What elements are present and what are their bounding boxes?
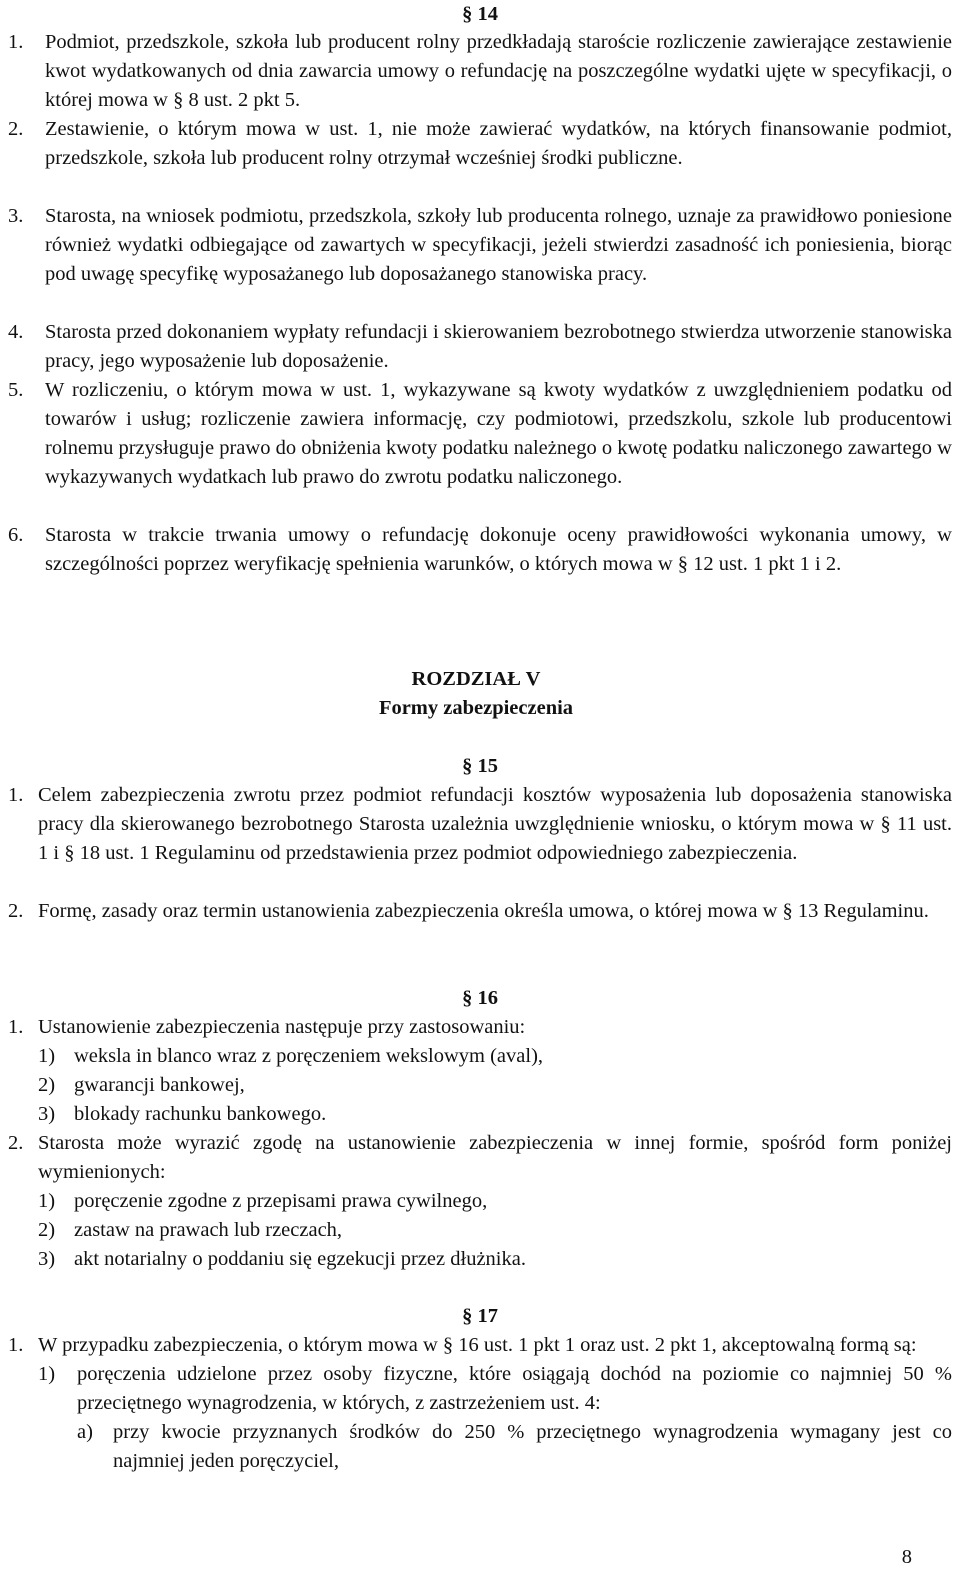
item-text: blokady rachunku bankowego. (74, 1103, 327, 1125)
para-number: 1. (8, 1334, 24, 1356)
item-number: 1) (38, 1045, 56, 1067)
s14-para-4 (8, 318, 952, 376)
list-item (38, 1187, 952, 1216)
para-text: Starosta może wyrazić zgodę na ustanowienie zabezpieczenia w innej formie, spośród form poniżej wymienionych: (38, 1132, 952, 1183)
s16-para-1 (8, 1013, 952, 1129)
list-item (38, 1360, 952, 1418)
item-text: poręczenie zgodne z przepisami prawa cywilnego, (74, 1190, 488, 1212)
item-text: weksla in blanco wraz z poręczeniem wekslowym (aval), (74, 1045, 544, 1067)
s14-para-1 (8, 28, 952, 115)
para-text: Starosta w trakcie trwania umowy o refundację dokonuje oceny prawidłowości wykonania umowy, w szczególności poprzez weryfikację spełnienia warunków, o których mowa w § 12 ust. 1 pkt 1 i 2. (45, 524, 952, 575)
s14-para-5 (8, 376, 952, 492)
s14-para-6 (8, 521, 952, 579)
para-text: Starosta, na wniosek podmiotu, przedszkola, szkoły lub producenta rolnego, uznaje za prawidłowo poniesione również wydatki odbiegające od zawartych w specyfikacji, jeżeli stwierdzi zasadność ich poniesienia, biorąc pod uwagę specyfikę wyposażanego lub doposażanego stanowiska pracy. (45, 205, 952, 285)
list-item (38, 1245, 952, 1274)
list-item (38, 1042, 952, 1071)
para-text: W przypadku zabezpieczenia, o którym mowa w § 16 ust. 1 pkt 1 oraz ust. 2 pkt 1, akceptowalną formą są: (38, 1334, 917, 1356)
section-16-heading: § 16 (462, 987, 498, 1009)
item-number: 3) (38, 1103, 56, 1125)
para-number: 3. (8, 205, 24, 227)
para-text: Formę, zasady oraz termin ustanowienia zabezpieczenia określa umowa, o której mowa w § 13 Regulaminu. (38, 900, 929, 922)
section-15-heading: § 15 (462, 755, 498, 777)
item-text: zastaw na prawach lub rzeczach, (74, 1219, 343, 1241)
item-number: 1) (38, 1190, 56, 1212)
chapter-number: ROZDZIAŁ V (411, 668, 541, 690)
sub-item-letter: a) (77, 1421, 93, 1443)
para-text: Zestawienie, o którym mowa w ust. 1, nie może zawierać wydatków, na których finansowanie podmiot, przedszkole, szkoła lub producent rolny otrzymał wcześniej środki publiczne. (45, 118, 952, 169)
sub-list-item (77, 1418, 952, 1476)
s16-para-2 (8, 1129, 952, 1274)
list-item (38, 1100, 952, 1129)
item-number: 3) (38, 1248, 56, 1270)
list-item (38, 1216, 952, 1245)
para-number: 2. (8, 900, 24, 922)
s14-para-3 (8, 202, 952, 289)
chapter-title: Formy zabezpieczenia (378, 697, 574, 719)
para-number: 5. (8, 379, 24, 401)
para-number: 1. (8, 31, 24, 53)
item-number: 1) (38, 1363, 56, 1385)
para-text: Celem zabezpieczenia zwrotu przez podmiot refundacji kosztów wyposażenia lub doposażenia stanowiska pracy dla skierowanego bezrobotnego Starosta uzależnia uwzględnienie wniosku, o którym mowa w § 11 ust. 1 i § 18 ust. 1 Regulaminu od przedstawienia przez podmiot odpowiedniego zabezpieczenia. (38, 784, 952, 864)
sub-item-text: przy kwocie przyznanych środków do 250 % przeciętnego wynagrodzenia wymagany jest co najmniej jeden poręczyciel, (113, 1421, 952, 1472)
para-text: Podmiot, przedszkole, szkoła lub producent rolny przedkładają staroście rozliczenie zawierające zestawienie kwot wydatkowanych od dnia zawarcia umowy o refundację na poszczególne wydatki ujęte w specyfikacji, o której mowa w § 8 ust. 2 pkt 5. (45, 31, 952, 111)
para-number: 4. (8, 321, 24, 343)
s17-para-1 (8, 1331, 952, 1476)
para-number: 1. (8, 1016, 24, 1038)
para-text: W rozliczeniu, o którym mowa w ust. 1, wykazywane są kwoty wydatków z uwzględnieniem podatku od towarów i usług; rozliczenie zawiera informację, czy podmiotowi, przedszkolu, szkole lub producentowi rolnemu przysługuje prawo do obniżenia kwoty podatku należnego o kwotę podatku naliczonego zawartego w wykazywanych wydatkach lub prawo do zwrotu podatku naliczonego. (45, 379, 952, 488)
para-text: Ustanowienie zabezpieczenia następuje przy zastosowaniu: (38, 1016, 526, 1038)
item-text: akt notarialny o poddaniu się egzekucji przez dłużnika. (74, 1248, 526, 1270)
para-number: 1. (8, 784, 24, 806)
item-text: poręczenia udzielone przez osoby fizyczne, które osiągają dochód na poziomie co najmniej 50 % przeciętnego wynagrodzenia, w których, z zastrzeżeniem ust. 4: (77, 1363, 952, 1414)
item-number: 2) (38, 1074, 56, 1096)
section-14-heading: § 14 (462, 3, 498, 25)
para-number: 2. (8, 118, 24, 140)
page-number: 8 (901, 1546, 912, 1568)
s14-para-2 (8, 115, 952, 173)
s15-para-1 (8, 781, 952, 868)
list-item (38, 1071, 952, 1100)
section-17-heading: § 17 (462, 1305, 498, 1327)
item-text: gwarancji bankowej, (74, 1074, 245, 1096)
para-text: Starosta przed dokonaniem wypłaty refundacji i skierowaniem bezrobotnego stwierdza utworzenie stanowiska pracy, jego wyposażenie lub doposażenie. (45, 321, 952, 372)
item-number: 2) (38, 1219, 56, 1241)
para-number: 2. (8, 1132, 24, 1154)
para-number: 6. (8, 524, 24, 546)
s15-para-2 (8, 897, 952, 926)
